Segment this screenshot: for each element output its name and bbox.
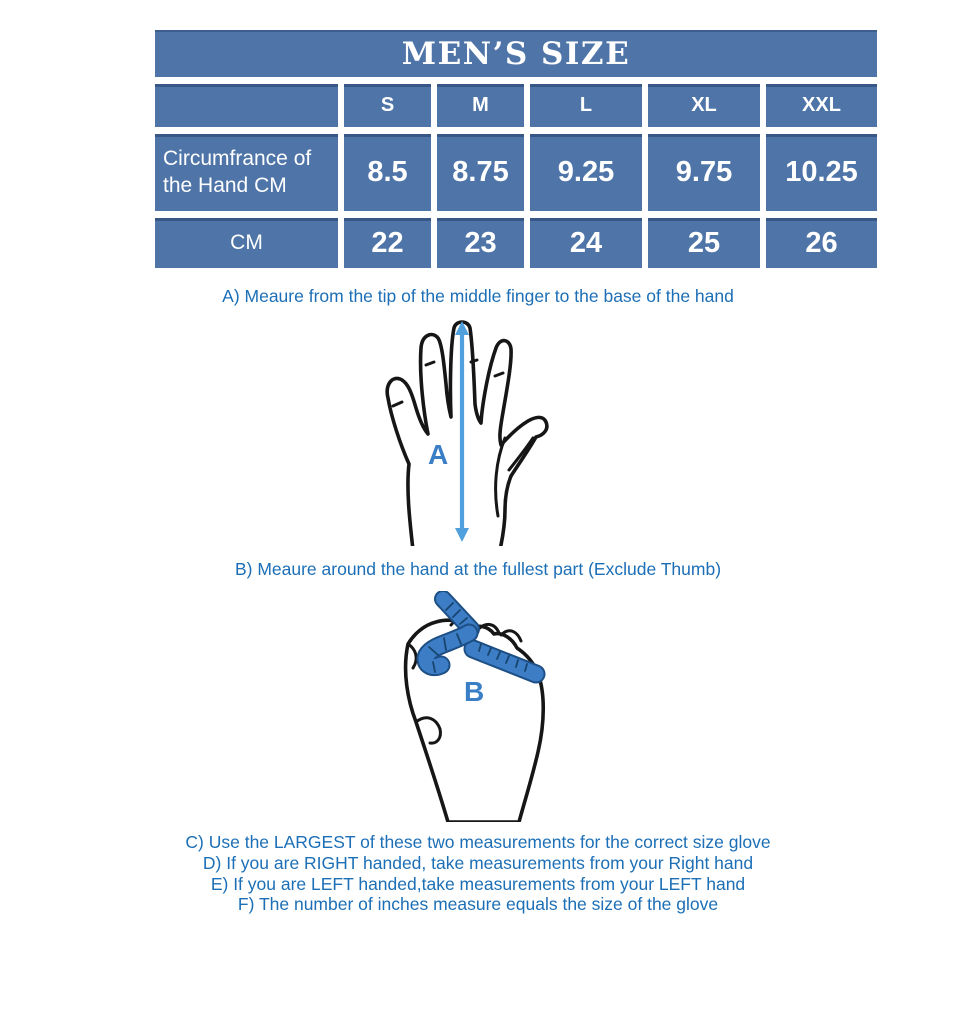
instruction-d: D) If you are RIGHT handed, take measurements from your Right hand xyxy=(202,853,754,873)
col-header-l: L xyxy=(530,84,642,127)
table-title: MEN’S SIZE xyxy=(155,30,877,77)
col-header-s: S xyxy=(344,84,431,127)
circumference-value-s: 8.5 xyxy=(344,134,431,211)
hand-outline xyxy=(387,322,547,546)
cm-value-xxl: 26 xyxy=(766,218,877,268)
circumference-value-xl: 9.75 xyxy=(648,134,760,211)
size-grid xyxy=(155,84,877,268)
finger-crease-middle xyxy=(471,360,477,362)
open-hand-illustration xyxy=(383,318,553,546)
figure-a-letter: A xyxy=(428,439,449,470)
figure-b-letter: B xyxy=(464,676,485,707)
mens-size-chart xyxy=(155,30,877,268)
row-label-circumference: Circumfrance of the Hand CM xyxy=(155,134,338,211)
circumference-value-m: 8.75 xyxy=(437,134,524,211)
cm-value-s: 22 xyxy=(344,218,431,268)
col-header-xxl: XXL xyxy=(766,84,877,127)
col-header-xl: XL xyxy=(648,84,760,127)
cm-value-l: 24 xyxy=(530,218,642,268)
cm-value-xl: 25 xyxy=(648,218,760,268)
col-header-m: M xyxy=(437,84,524,127)
row-label-cm: CM xyxy=(155,218,338,268)
fist-tape-illustration xyxy=(393,591,558,822)
cm-value-m: 23 xyxy=(437,218,524,268)
instruction-f: F) The number of inches measure equals the size of the glove xyxy=(237,894,719,914)
instruction-a: A) Meaure from the tip of the middle finger to the base of the hand xyxy=(222,286,734,306)
circumference-value-xxl: 10.25 xyxy=(766,134,877,211)
circumference-value-l: 9.25 xyxy=(530,134,642,211)
corner-cell xyxy=(155,84,338,127)
instruction-e: E) If you are LEFT handed,take measurements from your LEFT hand xyxy=(210,874,746,894)
instruction-c: C) Use the LARGEST of these two measurements for the correct size glove xyxy=(185,832,771,852)
instruction-b: B) Meaure around the hand at the fullest part (Exclude Thumb) xyxy=(234,559,722,579)
